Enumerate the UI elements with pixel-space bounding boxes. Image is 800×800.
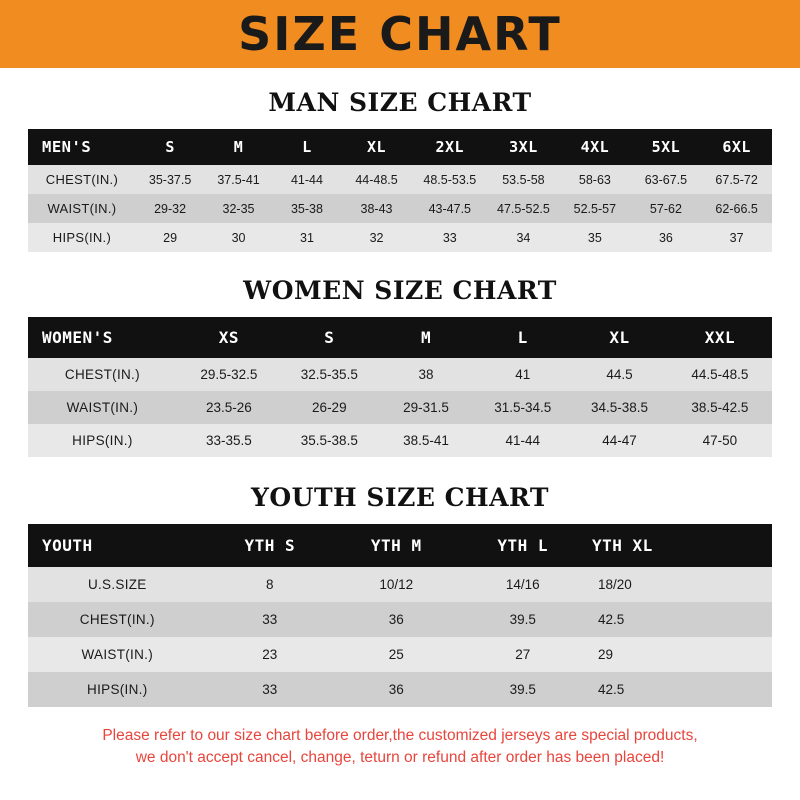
row-label: HIPS(IN.) <box>52 230 112 245</box>
cell: 38-43 <box>360 201 393 216</box>
cell: 29-31.5 <box>403 400 449 415</box>
column-header: XS <box>218 328 239 347</box>
column-header: XL <box>609 328 630 347</box>
policy-note-line-1: Please refer to our size chart before order,the customized jerseys are special products, <box>102 727 698 744</box>
cell: 18/20 <box>597 577 632 592</box>
cell: 63-67.5 <box>644 172 688 187</box>
table-row <box>28 165 772 194</box>
cell: 34.5-38.5 <box>590 400 648 415</box>
cell: 36 <box>388 682 404 697</box>
cell: 44.5 <box>606 367 633 382</box>
column-header: M <box>420 328 432 347</box>
man-size-table <box>28 129 772 252</box>
row-label: CHEST(IN.) <box>45 172 119 187</box>
column-header: WOMEN'S <box>42 328 113 347</box>
cell: 42.5 <box>597 612 625 627</box>
cell: 26-29 <box>312 400 347 415</box>
row-label: WAIST(IN.) <box>66 400 139 415</box>
cell: 31.5-34.5 <box>494 400 552 415</box>
cell: 27 <box>515 647 531 662</box>
header-banner <box>0 0 800 68</box>
cell: 32 <box>369 230 384 245</box>
cell: 58-63 <box>578 172 611 187</box>
table-row <box>28 391 772 424</box>
cell: 35-38 <box>290 201 323 216</box>
column-header: S <box>165 138 175 156</box>
cell: 44-48.5 <box>355 172 398 187</box>
cell: 53.5-58 <box>502 172 545 187</box>
table-row <box>28 358 772 391</box>
cell: 31 <box>300 230 314 245</box>
column-header: YTH S <box>244 536 296 555</box>
cell: 35-37.5 <box>148 172 192 187</box>
page-title: SIZE CHART <box>238 7 562 61</box>
cell: 23.5-26 <box>205 400 252 415</box>
cell: 32.5-35.5 <box>300 367 358 382</box>
column-header: 5XL <box>651 138 681 156</box>
column-header: S <box>324 328 335 347</box>
cell: 33-35.5 <box>205 433 252 448</box>
cell: 29 <box>597 647 613 662</box>
column-header: YTH L <box>497 536 549 555</box>
cell: 41-44 <box>505 433 541 448</box>
cell: 25 <box>388 647 404 662</box>
cell: 35.5-38.5 <box>300 433 358 448</box>
table-row <box>28 194 772 223</box>
column-header: XL <box>366 138 387 156</box>
cell: 33 <box>262 682 278 697</box>
cell: 38 <box>418 367 434 382</box>
column-header: L <box>302 138 312 156</box>
cell: 44.5-48.5 <box>691 367 749 382</box>
column-header: L <box>517 328 528 347</box>
column-header: 6XL <box>722 138 751 156</box>
cell: 30 <box>231 230 246 245</box>
cell: 38.5-41 <box>403 433 449 448</box>
women-size-table <box>28 317 772 457</box>
cell: 41-44 <box>290 172 323 187</box>
cell: 57-62 <box>649 201 682 216</box>
column-header: YTH M <box>370 536 422 555</box>
cell: 33 <box>262 612 278 627</box>
row-label: U.S.SIZE <box>87 577 147 592</box>
cell: 47.5-52.5 <box>497 201 550 216</box>
cell: 43-47.5 <box>428 201 471 216</box>
cell: 37.5-41 <box>217 172 260 187</box>
policy-note <box>50 725 750 770</box>
cell: 36 <box>388 612 404 627</box>
column-header: M <box>233 138 244 156</box>
table-row <box>28 424 772 457</box>
cell: 67.5-72 <box>715 172 758 187</box>
table-row <box>28 637 772 672</box>
table-row <box>28 672 772 707</box>
column-header: XXL <box>704 328 736 347</box>
column-header: 4XL <box>580 138 610 156</box>
cell: 39.5 <box>509 612 536 627</box>
table-row <box>28 567 772 602</box>
table-row <box>28 602 772 637</box>
column-header: YOUTH <box>42 536 93 555</box>
cell: 44-47 <box>602 433 637 448</box>
cell: 29 <box>163 230 178 245</box>
cell: 48.5-53.5 <box>423 172 477 187</box>
cell: 41 <box>515 367 531 382</box>
policy-note-line-2: we don't accept cancel, change, teturn or refund after order has been placed! <box>135 749 665 767</box>
cell: 38.5-42.5 <box>691 400 749 415</box>
table-header-row <box>28 129 772 165</box>
row-label: CHEST(IN.) <box>64 367 140 382</box>
cell: 34 <box>516 230 531 245</box>
row-label: WAIST(IN.) <box>47 201 117 216</box>
table-header-row <box>28 524 772 567</box>
women-section-title: WOMEN SIZE CHART <box>243 276 557 305</box>
cell: 32-35 <box>222 201 255 216</box>
man-section-title: MAN SIZE CHART <box>268 88 532 117</box>
cell: 8 <box>266 577 274 592</box>
cell: 29.5-32.5 <box>200 367 258 382</box>
cell: 10/12 <box>379 577 414 592</box>
cell: 62-66.5 <box>715 201 758 216</box>
table-header-row <box>28 317 772 358</box>
column-header: 2XL <box>435 138 465 156</box>
cell: 42.5 <box>597 682 625 697</box>
cell: 14/16 <box>505 577 540 592</box>
cell: 29-32 <box>154 201 187 216</box>
cell: 35 <box>587 230 602 245</box>
cell: 37 <box>729 230 744 245</box>
column-header: YTH XL <box>591 536 653 555</box>
cell: 52.5-57 <box>573 201 617 216</box>
column-header: 3XL <box>509 138 538 156</box>
row-label: HIPS(IN.) <box>87 682 148 697</box>
cell: 47-50 <box>702 433 738 448</box>
column-header: MEN'S <box>42 138 92 156</box>
cell: 36 <box>658 230 673 245</box>
row-label: CHEST(IN.) <box>79 612 155 627</box>
cell: 39.5 <box>509 682 536 697</box>
row-label: HIPS(IN.) <box>72 433 133 448</box>
cell: 23 <box>262 647 278 662</box>
cell: 33 <box>442 230 457 245</box>
content-area <box>0 88 800 770</box>
youth-size-table <box>28 524 772 707</box>
table-row <box>28 223 772 252</box>
row-label: WAIST(IN.) <box>81 647 154 662</box>
youth-section-title: YOUTH SIZE CHART <box>251 483 549 512</box>
